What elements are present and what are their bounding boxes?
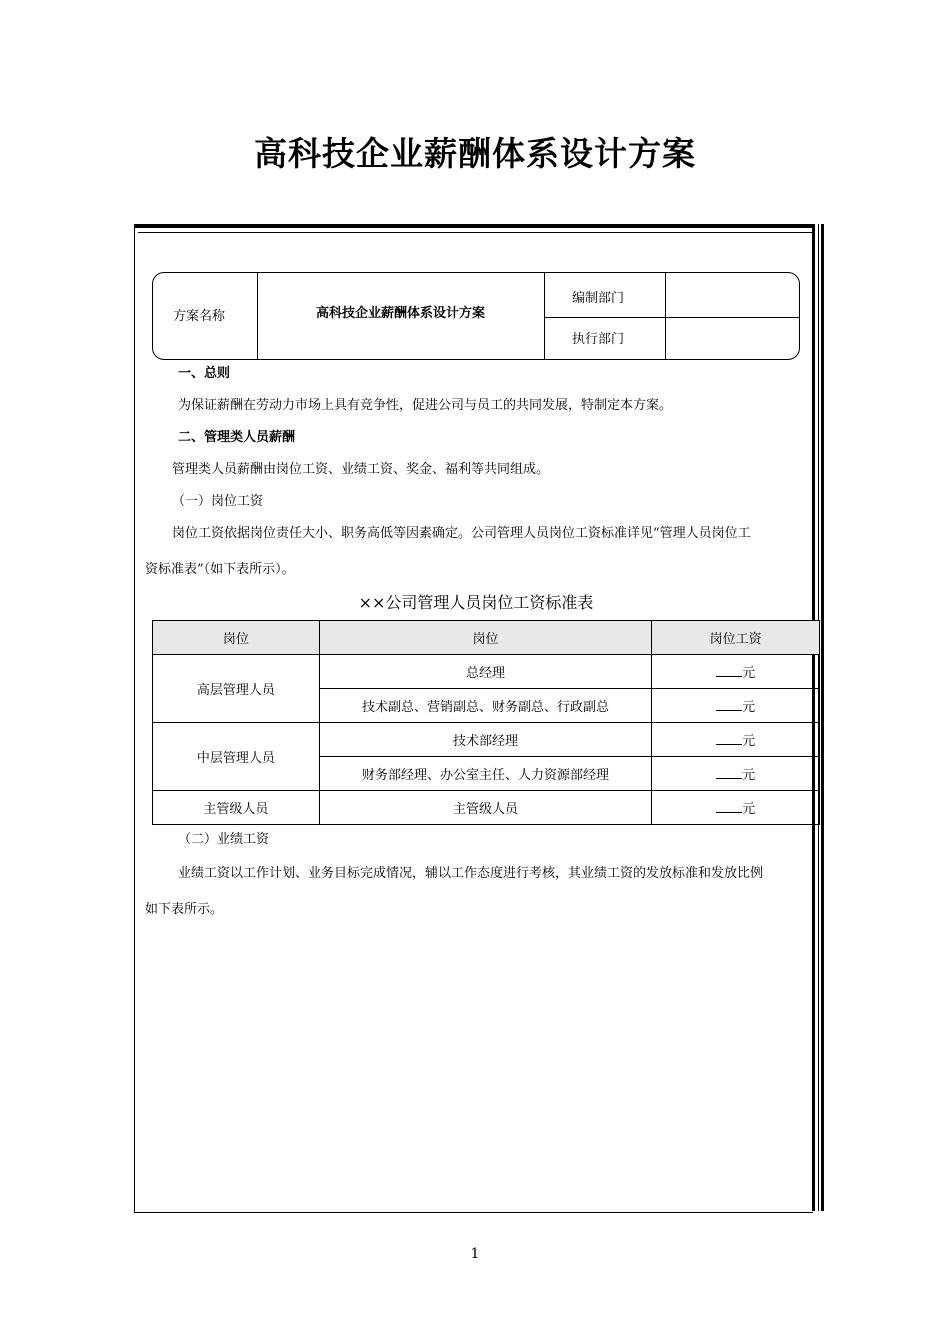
amount-blank[interactable]	[716, 664, 742, 677]
plan-header-box	[152, 272, 800, 360]
page-title: 高科技企业薪酬体系设计方案	[254, 134, 696, 173]
paragraph: 业绩工资以工作计划、业务目标完成情况，辅以工作态度进行考核，其业绩工资的发放标准和发放比例	[178, 866, 764, 881]
table-title: ××公司管理人员岗位工资标准表	[358, 593, 594, 612]
section-heading: 一、总则	[178, 366, 231, 381]
currency-unit: 元	[742, 666, 756, 681]
column-header: 岗位工资	[652, 621, 820, 655]
level-cell: 中层管理人员	[153, 723, 320, 791]
plan-name-label: 方案名称	[173, 309, 226, 324]
table-row	[153, 791, 820, 825]
frame-inner-line	[138, 232, 812, 233]
amount-blank[interactable]	[716, 766, 742, 779]
level-cell: 主管级人员	[153, 791, 320, 825]
compile-dept-label: 编制部门	[572, 291, 625, 306]
paragraph: 为保证薪酬在劳动力市场上具有竞争性，促进公司与员工的共同发展，特制定本方案。	[178, 398, 673, 413]
position-cell: 总经理	[319, 655, 651, 689]
amount-cell	[652, 723, 820, 757]
subsection-heading: （二）业绩工资	[178, 832, 270, 847]
plan-name-value: 高科技企业薪酬体系设计方案	[315, 306, 485, 321]
amount-cell	[652, 689, 820, 723]
divider	[545, 317, 799, 318]
currency-unit: 元	[742, 734, 756, 749]
column-header: 岗位	[319, 621, 651, 655]
paragraph: 岗位工资依据岗位责任大小、职务高低等因素确定。公司管理人员岗位工资标准详见“管理人员岗位工	[172, 526, 751, 541]
paragraph: 管理类人员薪酬由岗位工资、业绩工资、奖金、福利等共同组成。	[172, 462, 550, 477]
level-cell: 高层管理人员	[153, 655, 320, 723]
amount-blank[interactable]	[716, 800, 742, 813]
table-row	[153, 655, 820, 689]
amount-blank[interactable]	[716, 732, 742, 745]
amount-cell	[652, 655, 820, 689]
currency-unit: 元	[742, 700, 756, 715]
wage-standard-table	[152, 620, 820, 825]
page-number: 1	[470, 1246, 480, 1262]
amount-cell	[652, 791, 820, 825]
amount-blank[interactable]	[716, 698, 742, 711]
column-header: 岗位	[153, 621, 320, 655]
table-row	[153, 723, 820, 757]
frame-right-border	[821, 224, 824, 1211]
position-cell: 主管级人员	[319, 791, 651, 825]
table-header-row	[153, 621, 820, 655]
divider	[544, 273, 545, 359]
amount-cell	[652, 757, 820, 791]
position-cell: 财务部经理、办公室主任、人力资源部经理	[319, 757, 651, 791]
paragraph: 如下表所示。	[145, 902, 224, 917]
position-cell: 技术部经理	[319, 723, 651, 757]
paragraph: 资标准表”（如下表所示）。	[145, 562, 295, 577]
divider	[665, 273, 666, 359]
position-cell: 技术副总、营销副总、财务副总、行政副总	[319, 689, 651, 723]
currency-unit: 元	[742, 802, 756, 817]
currency-unit: 元	[742, 768, 756, 783]
subsection-heading: （一）岗位工资	[172, 494, 264, 509]
section-heading: 二、管理类人员薪酬	[178, 430, 296, 445]
exec-dept-label: 执行部门	[572, 332, 625, 347]
